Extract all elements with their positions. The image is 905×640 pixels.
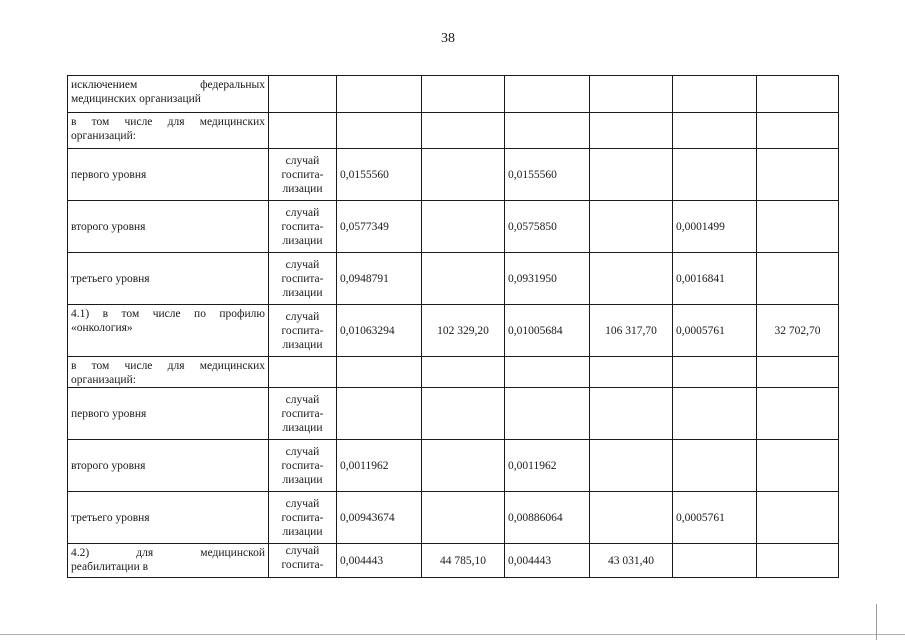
row-description [68,388,269,440]
value-col-3: 0,0155560 [505,149,590,201]
value-col-2 [422,149,505,201]
value-col-1 [337,113,422,149]
table-row [68,544,839,578]
unit-line: случай [285,258,320,271]
value-col-6 [757,113,839,149]
value-col-1: 0,00943674 [337,492,422,544]
unit-line: лизации [282,234,323,247]
unit-line: случай [285,310,320,323]
unit-cell [269,149,337,201]
unit-line: случай [285,445,320,458]
value-col-2: 102 329,20 [422,305,505,357]
value-col-6 [757,492,839,544]
unit-line: госпита- [281,559,324,571]
description-line: третьего уровня [71,511,150,524]
value-col-3 [505,76,590,113]
value-col-2 [422,201,505,253]
value-col-3: 0,0575850 [505,201,590,253]
value-col-1: 0,004443 [337,544,422,578]
value-col-5 [673,544,757,578]
value-col-4 [590,440,673,492]
unit-cell [269,253,337,305]
value-col-6 [757,149,839,201]
unit-line: лизации [282,286,323,299]
table-row [68,253,839,305]
unit-line: госпита- [281,168,324,181]
page-number: 38 [441,31,455,46]
value-col-4 [590,357,673,388]
row-description [68,544,269,578]
unit-line: госпита- [281,407,324,420]
value-col-4 [590,388,673,440]
description-line: первого уровня [71,168,147,181]
unit-line: случай [285,497,320,510]
value-col-5 [673,388,757,440]
value-col-3 [505,113,590,149]
unit-line: случай [285,545,320,557]
unit-cell [269,492,337,544]
description-line: медицинских организаций [71,93,201,105]
unit-cell [269,113,337,149]
value-col-1: 0,0155560 [337,149,422,201]
unit-cell [269,544,337,578]
unit-line: госпита- [281,272,324,285]
row-description [68,253,269,305]
value-col-6 [757,76,839,113]
description-line: исключением федеральных [71,79,265,91]
value-col-1: 0,0577349 [337,201,422,253]
unit-line: лизации [282,473,323,486]
row-description [68,149,269,201]
description-line: организаций: [71,374,136,386]
row-description [68,76,269,113]
unit-line: случай [285,393,320,406]
unit-line: лизации [282,421,323,434]
description-line: второго уровня [71,220,146,233]
description-line: 4.1) в том числе по профилю [71,308,265,320]
value-col-3: 0,00886064 [505,492,590,544]
value-col-5 [673,113,757,149]
value-col-5: 0,0001499 [673,201,757,253]
table-row [68,492,839,544]
table-row [68,440,839,492]
row-description [68,357,269,388]
value-col-5 [673,357,757,388]
value-col-2 [422,492,505,544]
value-col-3: 0,0931950 [505,253,590,305]
table-row [68,388,839,440]
value-col-1 [337,357,422,388]
table-row [68,76,839,113]
value-col-5: 0,0016841 [673,253,757,305]
row-description [68,492,269,544]
value-col-1 [337,388,422,440]
value-col-1 [337,76,422,113]
value-col-6 [757,440,839,492]
table-row [68,149,839,201]
table-row [68,357,839,388]
value-col-4 [590,253,673,305]
table-row [68,305,839,357]
value-col-2 [422,76,505,113]
value-col-4 [590,113,673,149]
value-col-4: 43 031,40 [590,544,673,578]
description-line: «онкология» [71,322,133,334]
value-col-5 [673,76,757,113]
value-col-3: 0,01005684 [505,305,590,357]
unit-line: госпита- [281,511,324,524]
row-description [68,305,269,357]
value-col-5 [673,440,757,492]
value-col-6 [757,253,839,305]
value-col-4 [590,149,673,201]
value-col-4 [590,76,673,113]
unit-cell [269,388,337,440]
description-line: первого уровня [71,407,147,420]
row-description [68,440,269,492]
unit-cell [269,76,337,113]
description-line: 4.2) для медицинской [71,547,265,559]
description-line: в том числе для медицинских [71,360,265,372]
value-col-4 [590,201,673,253]
value-col-2 [422,113,505,149]
value-col-4: 106 317,70 [590,305,673,357]
description-line: организаций: [71,130,136,142]
value-col-5: 0,0005761 [673,305,757,357]
unit-cell [269,440,337,492]
unit-line: лизации [282,338,323,351]
data-table [67,75,839,578]
value-col-1: 0,01063294 [337,305,422,357]
description-line: второго уровня [71,459,146,472]
value-col-2 [422,440,505,492]
description-line: в том числе для медицинских [71,116,265,128]
value-col-3: 0,0011962 [505,440,590,492]
value-col-4 [590,492,673,544]
unit-line: случай [285,206,320,219]
unit-cell [269,201,337,253]
value-col-6 [757,201,839,253]
value-col-2: 44 785,10 [422,544,505,578]
value-col-5 [673,149,757,201]
value-col-5: 0,0005761 [673,492,757,544]
description-line: третьего уровня [71,272,150,285]
unit-line: госпита- [281,459,324,472]
row-description [68,201,269,253]
unit-line: госпита- [281,220,324,233]
description-line: реабилитации в [71,561,149,573]
value-col-6: 32 702,70 [757,305,839,357]
value-col-6 [757,357,839,388]
unit-cell [269,357,337,388]
unit-cell [269,305,337,357]
unit-line: лизации [282,182,323,195]
value-col-1: 0,0011962 [337,440,422,492]
table-row [68,201,839,253]
value-col-2 [422,253,505,305]
value-col-1: 0,0948791 [337,253,422,305]
value-col-3 [505,388,590,440]
unit-line: случай [285,154,320,167]
value-col-6 [757,544,839,578]
table-row [68,113,839,149]
scan-edge-line [0,634,905,635]
unit-line: лизации [282,525,323,538]
scan-edge-mark [876,604,877,640]
value-col-3: 0,004443 [505,544,590,578]
value-col-6 [757,388,839,440]
value-col-3 [505,357,590,388]
value-col-2 [422,357,505,388]
value-col-2 [422,388,505,440]
unit-line: госпита- [281,324,324,337]
row-description [68,113,269,149]
